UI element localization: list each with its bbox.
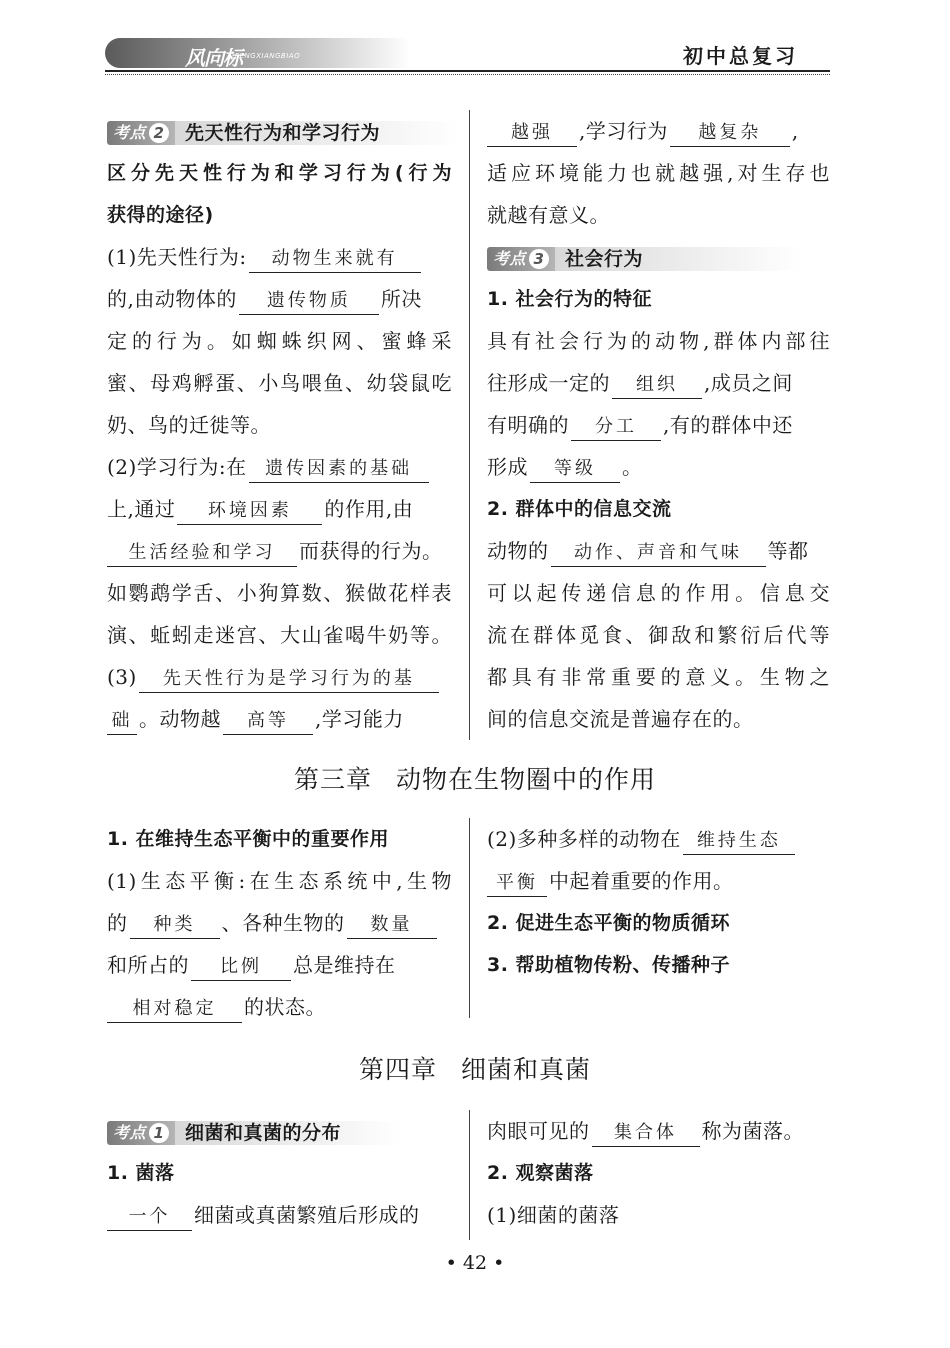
kaodian-number: 2 [149, 123, 169, 143]
subheading: 1. 在维持生态平衡中的重要作用 [107, 828, 390, 850]
text-line: 可以起传递信息的作用。信息交 [487, 581, 830, 605]
logo-text: 风向标 [185, 46, 242, 70]
text-line: 都具有非常重要的意义。生物之 [487, 665, 830, 689]
text-line: 越强 ,学习行为 越复杂 , [487, 110, 830, 152]
answer-blank: 越复杂 [670, 120, 790, 147]
chapter-number: 第三章 [293, 765, 372, 794]
answer-blank: 越强 [487, 120, 577, 147]
header-dotted-rule [105, 74, 830, 75]
answer-blank: 分工 [571, 414, 661, 441]
text-line: 就越有意义。 [487, 203, 610, 227]
subheading: 2. 观察菌落 [487, 1162, 594, 1184]
text-line: 肉眼可见的 集合体 称为菌落。 [487, 1110, 830, 1152]
right-column [487, 818, 830, 986]
text-line: (2)多种多样的动物在 维持生态 [487, 818, 830, 860]
page-header [105, 36, 830, 78]
kaodian-label: 考点 1 [107, 1121, 175, 1145]
kaodian-label: 考点 2 [107, 121, 175, 145]
answer-blank: 种类 [130, 912, 220, 939]
text-line: (1)生态平衡:在生态系统中,生物 [107, 869, 452, 893]
kaodian-number: 3 [529, 249, 549, 269]
chapter-name: 动物在生物圈中的作用 [396, 765, 657, 794]
kaodian-title: 先天性行为和学习行为 [175, 121, 460, 145]
kaodian-title: 社会行为 [555, 247, 803, 271]
text-line: 动物的 动作、声音和气味 等都 [487, 530, 830, 572]
answer-blank: 生活经验和学习 [107, 540, 297, 567]
text-line: 具有社会行为的动物,群体内部往 [487, 329, 830, 353]
column-divider [469, 110, 470, 740]
right-column [487, 110, 830, 740]
answer-blank: 比例 [191, 954, 291, 981]
chapter-4-title [0, 1050, 950, 1086]
text-line: 形成 等级 。 [487, 446, 830, 488]
left-column [107, 1110, 452, 1236]
answer-blank: 集合体 [592, 1120, 700, 1147]
text-line: 间的信息交流是普遍存在的。 [487, 707, 754, 731]
chapter-3-title [0, 760, 950, 796]
answer-blank: 一个 [107, 1204, 192, 1231]
subheading: 1. 社会行为的特征 [487, 288, 653, 310]
kaodian-2-heading [107, 110, 452, 152]
text-line: 础 。动物越 高等 ,学习能力 [107, 698, 452, 740]
subheading: 1. 菌落 [107, 1162, 175, 1184]
kaodian-3-heading [487, 236, 830, 278]
answer-blank: 组织 [612, 372, 702, 399]
text-line: 演、蚯蚓走迷宫、大山雀喝牛奶等。 [107, 623, 452, 647]
text-line: 的 种类 、各种生物的 数量 [107, 902, 452, 944]
kaodian-1-heading [107, 1110, 452, 1152]
text-line: 蜜、母鸡孵蛋、小鸟喂鱼、幼袋鼠吃 [107, 371, 452, 395]
answer-blank: 遗传物质 [239, 288, 379, 315]
kaodian-number: 1 [149, 1123, 169, 1143]
answer-blank: 数量 [347, 912, 437, 939]
header-rule [105, 70, 830, 72]
text-line: 如鹦鹉学舌、小狗算数、猴做花样表 [107, 581, 452, 605]
answer-blank: 平衡 [487, 870, 547, 897]
kaodian-label: 考点 3 [487, 247, 555, 271]
text-line: 上,通过 环境因素 的作用,由 [107, 488, 452, 530]
text-line: 的,由动物体的 遗传物质 所决 [107, 278, 452, 320]
header-title: 初中总复习 [683, 44, 798, 68]
section-kaodian-2-3 [107, 110, 830, 740]
answer-blank: 等级 [530, 456, 620, 483]
text-line: 和所占的 比例 总是维持在 [107, 944, 452, 986]
text-line: (3) 先天性行为是学习行为的基 [107, 656, 452, 698]
answer-blank: 遗传因素的基础 [249, 456, 429, 483]
text-line: 一个 细菌或真菌繁殖后形成的 [107, 1194, 452, 1236]
left-column [107, 110, 452, 740]
text-line: 平衡 中起着重要的作用。 [487, 860, 830, 902]
text-line: (2)学习行为:在 遗传因素的基础 [107, 446, 452, 488]
text-line: (1)先天性行为: 动物生来就有 [107, 236, 452, 278]
text-line: 流在群体觅食、御敌和繁衍后代等 [487, 623, 830, 647]
answer-blank: 高等 [223, 708, 313, 735]
chapter-number: 第四章 [358, 1055, 437, 1084]
left-column [107, 818, 452, 1028]
answer-blank: 础 [107, 708, 137, 735]
logo-subtext: FENGXIANGBIAO [235, 52, 301, 60]
section-chapter-3 [107, 818, 830, 1023]
answer-blank: 动作、声音和气味 [551, 540, 766, 567]
subheading: 3. 帮助植物传粉、传播种子 [487, 954, 731, 976]
answer-blank: 环境因素 [177, 498, 322, 525]
column-divider [469, 818, 470, 1018]
text-line: 有明确的 分工 ,有的群体中还 [487, 404, 830, 446]
text-line: 定的行为。如蜘蛛织网、蜜蜂采 [107, 329, 452, 353]
chapter-name: 细菌和真菌 [461, 1055, 592, 1084]
subheading: 区分先天性行为和学习行为(行为 [107, 162, 452, 184]
text-line: 奶、鸟的迁徙等。 [107, 413, 271, 437]
page-number: • 42 • [445, 1252, 505, 1274]
answer-blank: 维持生态 [683, 828, 795, 855]
text-line: 往形成一定的 组织 ,成员之间 [487, 362, 830, 404]
answer-blank: 相对稳定 [107, 996, 242, 1023]
subheading: 获得的途径) [107, 204, 214, 226]
section-chapter-4 [107, 1110, 830, 1240]
answer-blank: 动物生来就有 [249, 246, 421, 273]
brand-logo [105, 38, 410, 68]
subheading: 2. 群体中的信息交流 [487, 498, 672, 520]
text-line: 相对稳定 的状态。 [107, 986, 452, 1028]
text-line: (1)细菌的菌落 [487, 1203, 620, 1227]
text-line: 生活经验和学习 而获得的行为。 [107, 530, 452, 572]
text-line: 适应环境能力也就越强,对生存也 [487, 161, 830, 185]
right-column [487, 1110, 830, 1236]
subheading: 2. 促进生态平衡的物质循环 [487, 912, 731, 934]
answer-blank: 先天性行为是学习行为的基 [139, 666, 439, 693]
kaodian-title: 细菌和真菌的分布 [175, 1121, 401, 1145]
column-divider [469, 1110, 470, 1240]
